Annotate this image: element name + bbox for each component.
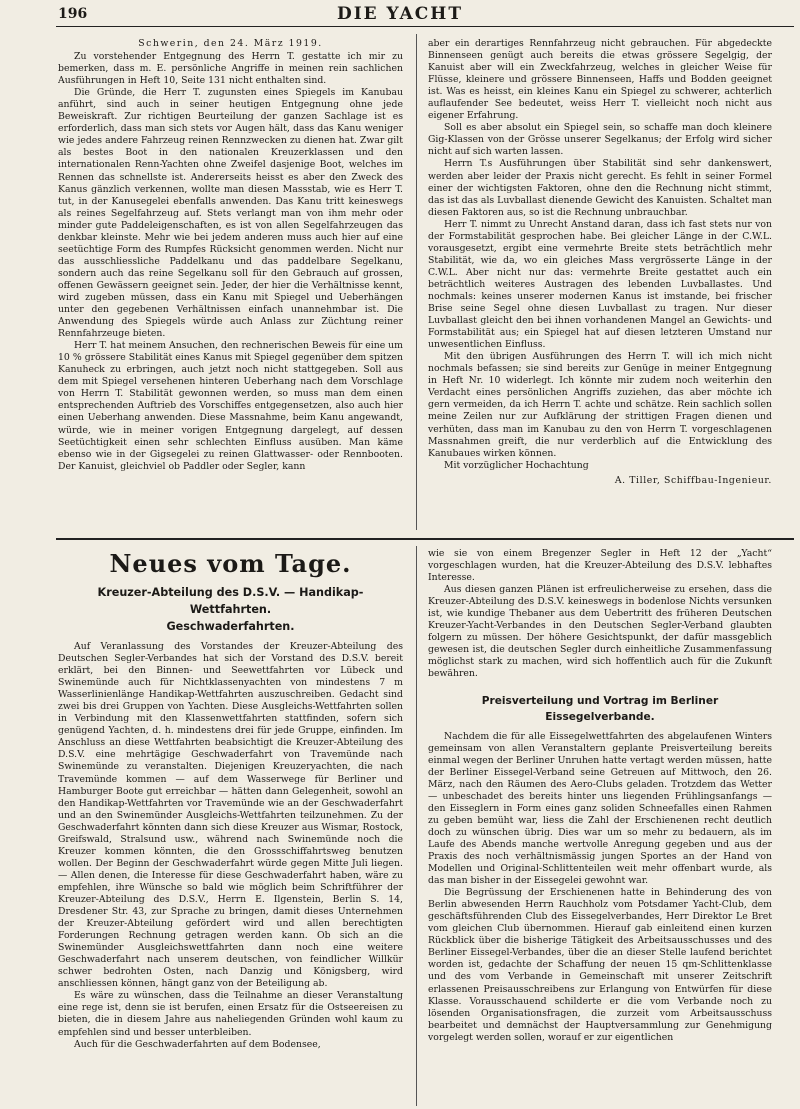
- article-paragraph: Aus diesen ganzen Plänen ist erfreulicherweise zu ersehen, dass die Kreuzer-Abteilung des D.S.V. keineswegs in bodenlose Nichts versunken ist, wie kundige Thebaner aus dem Uebertritt des früheren Deutschen Kreuzer-Yacht-Verbandes in den Deutschen Segler-Verband glaubten folgern zu müssen. Der höhere Gesichtspunkt, der dafür massgeblich gewesen ist, die deutschen Segler durch einheitliche Zusammenfassung möglichst stark zu machen, wird sich hoffentlich auch für die Zukunft bewähren.: [428, 584, 772, 680]
- letter-column-left: [58, 38, 403, 528]
- letter-paragraph: aber ein derartiges Rennfahrzeug nicht gebrauchen. Für abgedeckte Binnenseen genügt auch bereits die etwas grössere Segelgig, der Kanuist aber will ein Zweckfahrzeug, welches in gleicher Weise für Flüsse, kleinere und grössere Binnenseen, Haffs und Bodden geeignet ist. Was es heisst, ein kleines Kanu ein Spiegel zu schwerer, achterlich auflaufender See bedeutet, weiss Herr T. vielleicht noch nicht aus eigener Erfahrung.: [428, 38, 772, 122]
- article-paragraph: Es wäre zu wünschen, dass die Teilnahme an dieser Veranstaltung eine rege ist, denn sie ist berufen, einen Ersatz für die Ostseereisen zu bieten, die in diesem Jahre aus naheliegenden Gründen wohl kaum zu empfehlen sind und besser unterbleiben.: [58, 990, 403, 1038]
- letter-dateline: Schwerin, den 24. März 1919.: [138, 38, 323, 49]
- letter-signature: A. Tiller, Schiffbau-Ingenieur.: [614, 474, 772, 486]
- article-subtitle: Geschwaderfahrten.: [166, 620, 295, 633]
- letter-paragraph: Herr T. nimmt zu Unrecht Anstand daran, dass ich fast stets nur von der Formstabilität gesprochen habe. Bei gleicher Länge in der C.W.L. vorausgesetzt, ergibt eine vermehrte Breite stets beträchtlich mehr Stabilität, wie da, wo ein gleiches Mass vergrösserte Länge in der C.W.L. Aber nicht nur das: vermehrte Breite gestattet auch ein beträchtlich weiteres Austragen des lebenden Luvballastes. Und nochmals: keines unserer modernen Kanus ist imstande, bei frischer Brise seine Segel ohne diesen Luvballast zu tragen. Nur dieser Luvballast gleicht den bei ihnen vorhandenen Mangel an Gewichts- und Formstabilität aus; ein Spiegel hat auf diesen letzteren Umstand nur unwesentlichen Einfluss.: [428, 218, 772, 351]
- letter-paragraph: Herr T. hat meinem Ansuchen, den rechnerischen Beweis für eine um 10 % grössere Stabilität eines Kanus mit Spiegel gegenüber dem spitzen Kanuheck zu erbringen, auch jetzt noch nicht stattgegeben. Soll aus dem mit Spiegel versehenen hinteren Ueberhang nach dem Vorschlage von Herrn T. Stabilität gewonnen werden, so muss man dem einen entsprechenden Auftrieb des Vorschiffes entgegensetzen, also auch hier einen Ueberhang anwenden. Diese Massnahme, beim Kanu angewandt, würde, wie in meiner vorigen Entgegnung dargelegt, auf dessen Seetüchtigkeit einen sehr schlechten Einfluss ausüben. Man käme ebenso wie in der Gigsegelei zu reinen Glattwasser- oder Rennbooten. Der Kanuist, gleichviel ob Paddler oder Segler, kann: [58, 340, 403, 472]
- article-paragraph: wie sie von einem Bregenzer Segler in Heft 12 der „Yacht“ vorgeschlagen wurden, hat die Kreuzer-Abteilung des D.S.V. lebhaftes Interesse.: [428, 548, 772, 584]
- article-title: Preisverteilung und Vortrag im Berliner Eissegelverbande.: [481, 694, 719, 723]
- letter-paragraph: Zu vorstehender Entgegnung des Herrn T. gestatte ich mir zu bemerken, dass m. E. persönliche Angriffe in meinen rein sachlichen Ausführungen in Heft 10, Seite 131 nicht enthalten sind.: [58, 51, 403, 87]
- journal-title: DIE YACHT: [336, 4, 464, 24]
- article-paragraph: Die Begrüssung der Erschienenen hatte in Behinderung des von Berlin abwesenden Herrn Rauchholz vom Potsdamer Yacht-Club, dem geschäftsführenden Club des Eissegelverbandes, Herr Direktor Le Bret vom gleichen Club übernommen. Hierauf gab einleitend einen kurzen Rückblick über die bisherige Tätigkeit des Arbeitsausschusses und des Berliner Eissegel-Verbandes, über die an dieser Stelle laufend berichtet worden ist, gedachte der Schaffung der neuen 15 qm-Schlittenklasse und des vom Verbande in Gemeinschaft mit unserer Zeitschrift erlassenen Preisausschreibens zur Erlangung von Entwürfen für diese Klasse. Vorausschauend schilderte er die vom Verbande noch zu lösenden Organisationsfragen, die zurzeit vom Arbeitsausschuss bearbeitet und demnächst der Hauptversammlung zur Genehmigung vorgelegt werden sollen, worauf er zur eigentlichen: [428, 887, 772, 1043]
- news-column-right: [428, 548, 772, 1103]
- news-column-left: [58, 548, 403, 1103]
- section-title: Neues vom Tage.: [109, 549, 352, 578]
- letter-closing: Mit vorzüglicher Hochachtung: [444, 459, 589, 471]
- section-rule: [56, 538, 794, 540]
- column-divider-bottom: [416, 546, 417, 1106]
- page-number: 196: [58, 6, 88, 22]
- letter-paragraph: Soll es aber absolut ein Spiegel sein, so schaffe man doch kleinere Gig-Klassen von der Grösse unserer Segelkanus; der Erfolg wird sicher nicht auf sich warten lassen.: [428, 122, 772, 158]
- letter-column-right: [428, 38, 772, 528]
- header-rule: [56, 26, 794, 27]
- article-title: Kreuzer-Abteilung des D.S.V. — Handikap-Wettfahrten.: [97, 586, 364, 616]
- letter-paragraph: Mit den übrigen Ausführungen des Herrn T. will ich mich nicht nochmals befassen; sie sind bereits zur Genüge in meiner Entgegnung in Heft Nr. 10 widerlegt. Ich könnte mir zudem noch weiterhin den Verdacht eines persönlichen Angriffs zuziehen, das aber möchte ich gern vermeiden, da ich Herrn T. achte und schätze. Rein sachlich sollen meine Zeilen nur zur Aufklärung der strittigen Fragen dienen und verhüten, dass man im Kanubau zu den von Herrn T. vorgeschlagenen Massnahmen greift, die nur verderblich auf die Entwicklung des Kanubaues wirken können.: [428, 351, 772, 459]
- article-paragraph: Auch für die Geschwaderfahrten auf dem Bodensee,: [74, 1038, 321, 1050]
- letter-paragraph: Herrn T.s Ausführungen über Stabilität sind sehr dankenswert, werden aber leider der Praxis nicht gerecht. Es fehlt in seiner Formel einer der wichtigsten Faktoren, ohne den die Rechnung nicht stimmt, das ist das als Luvballast dienende Gewicht des Kanuisten. Schaltet man diesen Faktoren aus, so ist die Rechnung unbrauchbar.: [428, 158, 772, 218]
- article-paragraph: Nachdem die für alle Eissegelwettfahrten des abgelaufenen Winters gemeinsam von allen Veranstaltern geplante Preisverteilung bereits einmal wegen der Berliner Unruhen hatte vertagt werden müssen, hatte der Berliner Eissegel-Verband seine Getreuen auf Mittwoch, den 26. März, nach den Räumen des Aero-Clubs geladen. Trotzdem das Wetter — unbeschadet des bereits hinter uns liegenden Frühlingsanfangs — den Eisseglern in Form eines ganz soliden Schneefalles einen Rahmen zu geben bemüht war, liess die Zahl der Erschienenen recht deutlich doch zu wünschen übrig. Dies war um so mehr zu bedauern, als im Laufe des Abends manche wertvolle Anregung gegeben und aus der Praxis des noch verhältnismässig jungen Sportes an der Hand von Modellen und Original-Schlittenteilen weit mehr offenbart wurde, als das man bisher in der Eissegelei gewohnt war.: [428, 730, 772, 887]
- article-paragraph: Auf Veranlassung des Vorstandes der Kreuzer-Abteilung des Deutschen Segler-Verbandes hat sich der Vorstand des D.S.V. bereit erklärt, bei den Binnen- und Seewettfahrten vor Lübeck und Swinemünde auch für Nichtklassenyachten von mindestens 7 m Wasserlinienlänge Handikap-Wettfahrten auszuschreiben. Gedacht sind zwei bis drei Gruppen von Yachten. Diese Ausgleichs-Wettfahrten sollen in Verbindung mit den Klassenwettfahrten stattfinden, sofern sich genügend Yachten, d. h. mindestens drei für jede Gruppe, einfinden. Im Anschluss an diese Wettfahrten beabsichtigt die Kreuzer-Abteilung des D.S.V. eine mehrtägige Geschwaderfahrt von Travemünde nach Swinemünde zu veranstalten. Diejenigen Kreuzeryachten, die nach Travemünde kommen — auf dem Wasserwege für Berliner und Hamburger Boote gut erreichbar — hätten dann Gelegenheit, sowohl an den Handikap-Wettfahrten vor Travemünde wie an der Geschwaderfahrt und an den Swinemünder Ausgleichs-Wettfahrten teilzunehmen. Zu der Geschwaderfahrt könnten dann sich diese Kreuzer aus Wismar, Rostock, Greifswald, Stralsund usw., während nach Swinemünde noch die Kreuzer kommen könnten, die den Grossschiffahrtsweg benutzen wollen. Der Beginn der Geschwaderfahrt würde gegen Mitte Juli liegen. — Allen denen, die Interesse für diese Geschwaderfahrt haben, wäre zu empfehlen, ihre Wünsche so bald wie möglich beim Schriftführer der Kreuzer-Abteilung des D.S.V., Herrn E. Ilgenstein, Berlin S. 14, Dresdener Str. 43, zur Sprache zu bringen, damit dieses Unternehmen der Kreuzer-Abteilung gefördert wird und allen berechtigten Forderungen Rechnung getragen werden kann. Ob sich an die Swinemünder Ausgleichswettfahrten dann noch eine weitere Geschwaderfahrt nach unserem deutschen, von feindlicher Willkür schwer bedrohten Osten, nach Danzig und Königsberg, wird anschliessen können, hängt ganz von der Beteiligung ab.: [58, 641, 403, 990]
- column-divider-top: [416, 34, 417, 530]
- letter-paragraph: Die Gründe, die Herr T. zugunsten eines Spiegels im Kanubau anführt, sind auch in seiner heutigen Entgegnung ohne jede Beweiskraft. Zur richtigen Beurteilung der ganzen Sachlage ist es erforderlich, dass man sich stets vor Augen hält, dass das Kanu weniger wie jedes andere Fahrzeug reinen Rennzwecken zu dienen hat. Zwar gilt als bestes Boot in den nationalen Kreuzerklassen und den internationalen Renn-Yachten ohne Zweifel dasjenige Boot, welches im Rennen das schnellste ist. Andererseits heisst es aber den Zweck des Kanus gänzlich verkennen, wollte man diesen Massstab, wie es Herr T. tut, in der Kanusegelei ebenfalls anwenden. Das Kanu tritt keineswegs als reines Segelfahrzeug auf. Stets verlangt man von ihm mehr oder minder gute Paddeleigenschaften, es ist von allen Segelfahrzeugen das denkbar kleinste. Mehr wie bei jedem anderen muss auch hier auf eine seetüchtige Form des Rumpfes Rücksicht genommen werden. Nicht nur das ausschliessliche Paddelkanu und das paddelbare Segelkanu, sondern auch das reine Segelkanu soll für den Gebrauch auf grossen, offenen Gewässern geeignet sein. Jeder, der hier die Verhältnisse kennt, wird zugeben müssen, dass ein Kanu mit Spiegel und Ueberhängen unter den gegebenen Verhältnissen einfach unannehmbar ist. Die Anwendung des Spiegels würde auch Anlass zur Züchtung reiner Rennfahrzeuge bieten.: [58, 87, 403, 340]
